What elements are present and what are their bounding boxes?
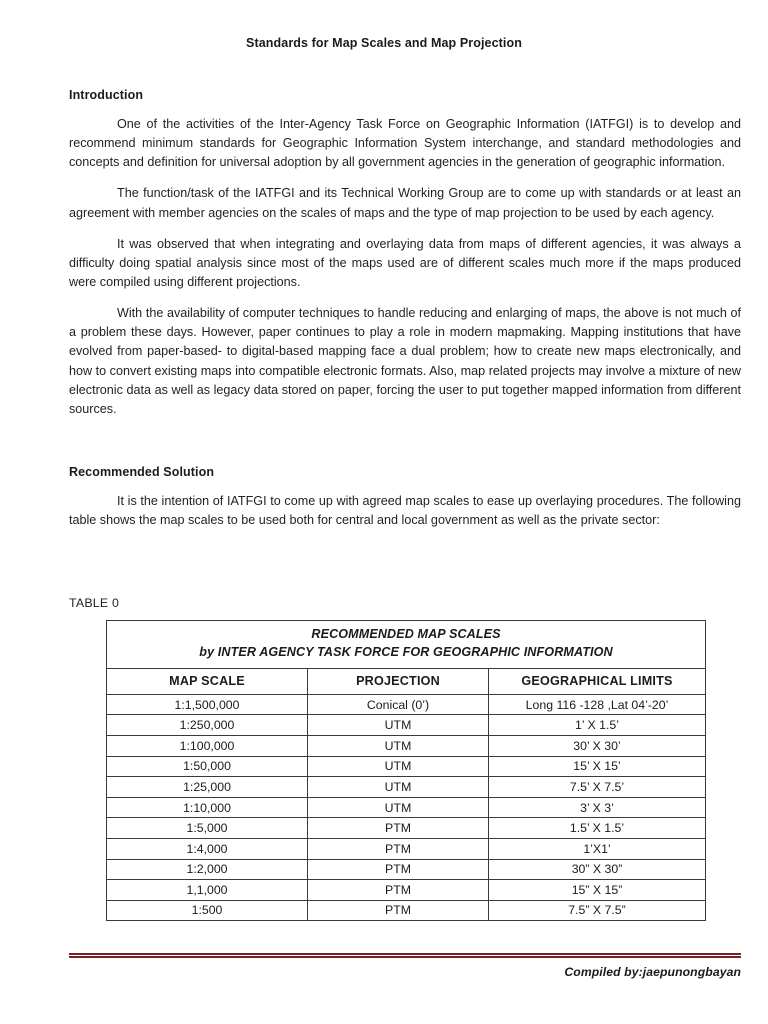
table-row (107, 880, 706, 901)
paragraph: It was observed that when integrating and overlaying data from maps of different agencies, it was always a difficulty doing spatial analysis since most of the maps used are of different scales much more if the maps produced were compiled using different projections. (69, 236, 741, 289)
table-row (107, 859, 706, 880)
table-title-row (107, 621, 706, 669)
cell-geographical-limits: Long 116 -128 ,Lat 04’-20’ (489, 694, 706, 715)
footer-credit: Compiled by:jaepunongbayan (564, 965, 741, 979)
section-heading-introduction: Introduction (69, 88, 144, 102)
cell-projection: UTM (308, 756, 489, 777)
column-header-map-scale: MAP SCALE (107, 668, 308, 694)
cell-map-scale: 1:10,000 (107, 797, 308, 818)
column-header-geographical-limits: GEOGRAPHICAL LIMITS (489, 668, 706, 694)
cell-map-scale: 1:500 (107, 900, 308, 921)
cell-map-scale: 1:1,500,000 (107, 694, 308, 715)
cell-projection: UTM (308, 735, 489, 756)
cell-map-scale: 1:50,000 (107, 756, 308, 777)
cell-map-scale: 1:100,000 (107, 735, 308, 756)
table-header-row (107, 668, 706, 694)
section-spacer (69, 431, 741, 465)
cell-geographical-limits: 30’ X 30’ (489, 735, 706, 756)
cell-map-scale: 1:25,000 (107, 777, 308, 798)
section-heading-recommended-solution: Recommended Solution (69, 464, 215, 479)
cell-geographical-limits: 15” X 15” (489, 880, 706, 901)
cell-projection: Conical (0’) (308, 694, 489, 715)
table-title-line-2: by INTER AGENCY TASK FORCE FOR GEOGRAPHIC INFORMATION (199, 644, 613, 659)
paragraph: The function/task of the IATFGI and its Technical Working Group are to come up with standards or at least an agreement with member agencies on the scales of maps and the type of map projection to be used by each agency. (69, 186, 741, 220)
cell-geographical-limits: 1’X1’ (489, 838, 706, 859)
cell-geographical-limits: 3’ X 3’ (489, 797, 706, 818)
table-row (107, 818, 706, 839)
table-row (107, 838, 706, 859)
table-row (107, 797, 706, 818)
table-row (107, 715, 706, 736)
table-row (107, 694, 706, 715)
table-label: TABLE 0 (69, 596, 120, 610)
cell-projection: UTM (308, 777, 489, 798)
cell-projection: PTM (308, 818, 489, 839)
cell-projection: PTM (308, 900, 489, 921)
cell-projection: PTM (308, 838, 489, 859)
cell-projection: UTM (308, 797, 489, 818)
cell-geographical-limits: 7.5’ X 7.5’ (489, 777, 706, 798)
cell-projection: UTM (308, 715, 489, 736)
table-row (107, 756, 706, 777)
cell-map-scale: 1:5,000 (107, 818, 308, 839)
cell-geographical-limits: 1’ X 1.5’ (489, 715, 706, 736)
cell-projection: PTM (308, 880, 489, 901)
cell-geographical-limits: 30” X 30” (489, 859, 706, 880)
cell-geographical-limits: 7.5” X 7.5” (489, 900, 706, 921)
table-title-line-1: RECOMMENDED MAP SCALES (311, 627, 501, 641)
cell-geographical-limits: 1.5’ X 1.5’ (489, 818, 706, 839)
page-title: Standards for Map Scales and Map Projection (246, 36, 522, 50)
cell-map-scale: 1:250,000 (107, 715, 308, 736)
footer-divider (69, 953, 741, 958)
paragraph: With the availability of computer techniques to handle reducing and enlarging of maps, the above is not much of a problem these days. However, paper continues to play a role in modern mapmaking. Mapping institutions that have evolved from paper-based- to digital-based mapping face a dual problem; how to create new maps electronically, and how to convert existing maps into compatible electronic formats. Also, map related projects may involve a mixture of new electronic data as well as legacy data stored on paper, forcing the user to put together mapped information from different sources. (69, 306, 741, 416)
table-title-cell (107, 621, 706, 669)
cell-map-scale: 1:2,000 (107, 859, 308, 880)
column-header-projection: PROJECTION (308, 668, 489, 694)
table-row (107, 735, 706, 756)
cell-map-scale: 1,1,000 (107, 880, 308, 901)
recommended-map-scales-table (106, 620, 706, 921)
paragraph: It is the intention of IATFGI to come up with agreed map scales to ease up overlaying procedures. The following table shows the map scales to be used both for central and local government as well as the private sector: (69, 493, 741, 528)
cell-projection: PTM (308, 859, 489, 880)
paragraph: One of the activities of the Inter-Agency Task Force on Geographic Information (IATFGI) is to develop and recommend minimum standards for Geographic Information System interchange, and standard methodologies and concepts and definition for universal adoption by all government agencies in the generation of geographic information. (69, 117, 741, 170)
table-row (107, 777, 706, 798)
cell-map-scale: 1:4,000 (107, 838, 308, 859)
cell-geographical-limits: 15’ X 15’ (489, 756, 706, 777)
document-body (69, 88, 741, 530)
table-row (107, 900, 706, 921)
